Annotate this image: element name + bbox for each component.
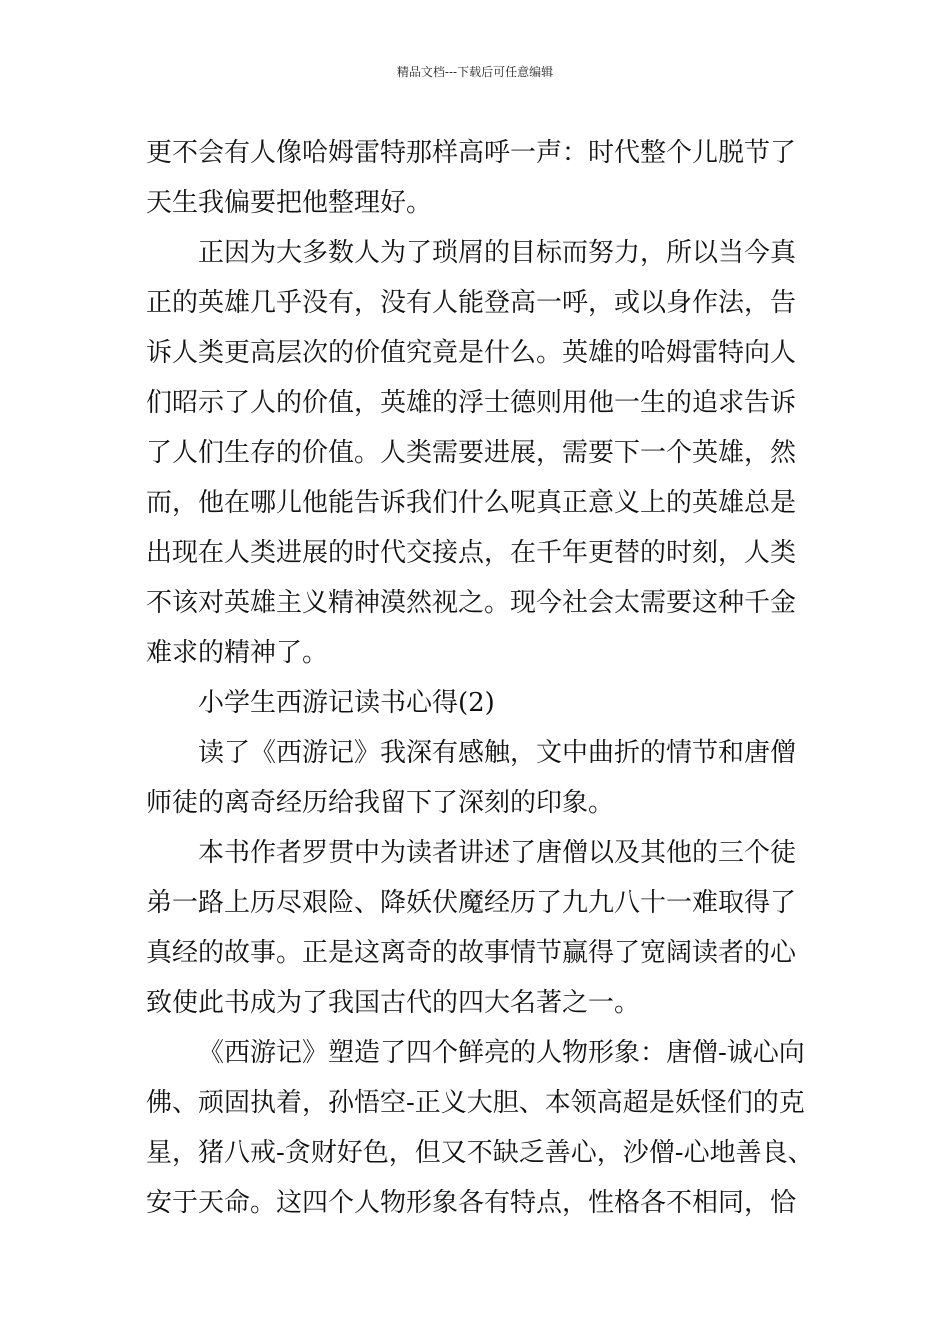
text-line: 们昭示了人的价值，英雄的浮士德则用他一生的追求告诉 <box>146 388 797 418</box>
text-line: 真经的故事。正是这离奇的故事情节赢得了宽阔读者的心 <box>146 938 797 968</box>
text-line: 正的英雄几乎没有，没有人能登高一呼，或以身作法，告 <box>146 288 797 318</box>
text-line: 星，猪八戒-贪财好色，但又不缺乏善心，沙僧-心地善良、 <box>146 1138 814 1168</box>
text-line: 弟一路上历尽艰险、降妖伏魔经历了九九八十一难取得了 <box>146 888 797 918</box>
text-line: 不该对英雄主义精神漠然视之。现今社会太需要这种千金 <box>146 588 797 618</box>
text-line: 天生我偏要把他整理好。 <box>146 188 433 218</box>
text-line: 了人们生存的价值。人类需要进展，需要下一个英雄，然 <box>146 438 797 468</box>
page-header: 精品文档---下载后可任意编辑 <box>396 65 554 79</box>
document-body <box>146 128 846 1228</box>
paragraph-start-line: 正因为大多数人为了琐屑的目标而努力，所以当今真 <box>198 238 797 268</box>
section-heading: 小学生西游记读书心得(2) <box>198 688 495 718</box>
text-line: 安于天命。这四个人物形象各有特点，性格各不相同，恰 <box>146 1188 797 1218</box>
text-line: 难求的精神了。 <box>146 638 329 668</box>
paragraph-start-line: 《西游记》塑造了四个鲜亮的人物形象：唐僧-诚心向 <box>198 1038 805 1068</box>
text-line: 致使此书成为了我国古代的四大名著之一。 <box>146 988 641 1018</box>
text-line: 更不会有人像哈姆雷特那样高呼一声：时代整个儿脱节了 <box>146 138 797 168</box>
text-line: 佛、顽固执着，孙悟空-正义大胆、本领高超是妖怪们的克 <box>146 1088 805 1118</box>
text-line: 诉人类更高层次的价值究竟是什么。英雄的哈姆雷特向人 <box>146 338 797 368</box>
paragraph-start-line: 本书作者罗贯中为读者讲述了唐僧以及其他的三个徒 <box>198 838 797 868</box>
text-line: 而，他在哪儿他能告诉我们什么呢真正意义上的英雄总是 <box>146 488 797 518</box>
paragraph-start-line: 读了《西游记》我深有感触，文中曲折的情节和唐僧 <box>198 738 797 768</box>
text-line: 师徒的离奇经历给我留下了深刻的印象。 <box>146 788 615 818</box>
text-line: 出现在人类进展的时代交接点，在千年更替的时刻，人类 <box>146 538 797 568</box>
